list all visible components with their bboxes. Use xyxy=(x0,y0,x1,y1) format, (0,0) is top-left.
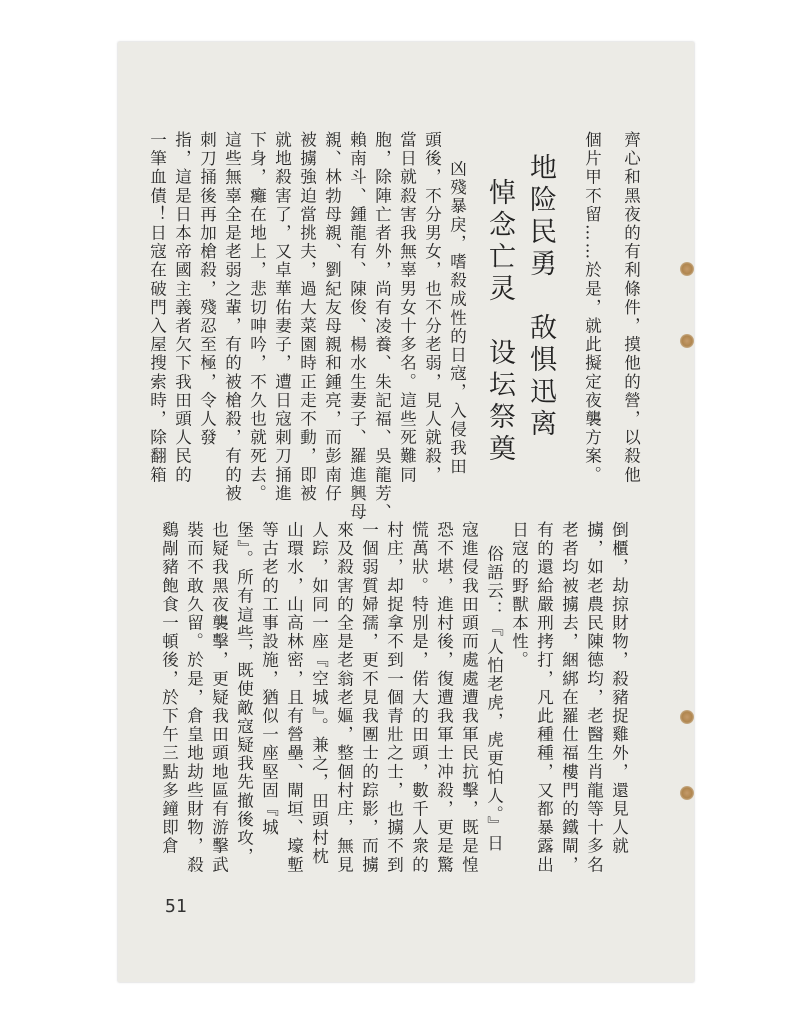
section-title: 悼念亡灵 设坛祭奠 xyxy=(484,178,515,466)
text-column: 俗語云：『人怕老虎，虎更怕人。』日 xyxy=(484,545,504,853)
text-column: 指，這是日本帝國主義者欠下我田頭人民的 xyxy=(172,131,192,485)
text-column: 人踪，如同一座『空城』。兼之，田頭村枕 xyxy=(309,521,329,867)
punch-hole xyxy=(680,786,694,800)
text-column: 堡』。所有這些，既使敵寇疑我先撤後攻， xyxy=(234,521,254,867)
text-column: 倒櫃，劫掠財物，殺豬捉雞外，還見人就 xyxy=(609,521,629,856)
text-column: 來及殺害的全是老翁老嫗，整個村庄，無見 xyxy=(334,521,354,875)
section-title: 地险民勇 敌惧迅离 xyxy=(525,153,556,441)
text-column: 有的還給嚴刑拷打，凡此種種，又都暴露出 xyxy=(534,521,554,875)
text-column: 日寇的野獸本性。 xyxy=(509,521,529,670)
text-column: 親、林勃母親、劉紀友母親和鍾亮，而彭南仔 xyxy=(322,131,342,503)
punch-hole xyxy=(680,334,694,348)
punch-hole xyxy=(680,262,694,276)
text-column: 這些無辜全是老弱之輩，有的被槍殺，有的被 xyxy=(222,131,242,503)
text-column: 齊心和黑夜的有利條件，摸他的營，以殺他 xyxy=(621,131,641,485)
text-column: 一個弱質婦孺，更不見我團士的踪影，而擄 xyxy=(359,521,379,875)
text-column: 慌萬狀。特別是，偌大的田頭，數千人衆的 xyxy=(409,521,429,875)
text-column: 老者均被擄去，綑綁在羅仕福樓門的鐵閘， xyxy=(559,521,579,875)
text-column: 村庄，却捉拿不到一個青壯之士，也擄不到 xyxy=(384,521,404,875)
text-column: 凶殘暴戾，嗜殺成性的日寇，入侵我田 xyxy=(447,160,467,477)
text-column: 裝而不敢久留。於是，倉皇地劫些財物，殺 xyxy=(184,521,204,875)
text-column: 等古老的工事設施，猶似一座堅固『城 xyxy=(259,521,279,838)
punch-hole xyxy=(680,710,694,724)
text-column: 寇進侵我田頭而處處遭我軍民抗擊，既是惶 xyxy=(459,521,479,875)
text-column: 就地殺害了，又卓華佑妻子，遭日寇刺刀捅進 xyxy=(272,131,292,503)
text-column: 頭後，不分男女，也不分老弱，見人就殺， xyxy=(422,131,442,485)
text-column: 恐不堪，進村後，復遭我軍士冲殺，更是驚 xyxy=(434,521,454,875)
text-column: 擄，如老農民陳德均，老醫生肖龍等十多名 xyxy=(584,521,604,875)
text-column: 下身，癱在地上，悲切呻吟，不久也就死去。 xyxy=(247,131,267,503)
text-column: 也疑我黑夜襲擊，更疑我田頭地區有游擊武 xyxy=(209,521,229,875)
text-column: 賴南斗、鍾龍有、陳俊、楊水生妻子、羅進興母 xyxy=(347,131,367,522)
text-column: 刺刀捅後再加槍殺，殘忍至極，令人發 xyxy=(197,131,217,448)
text-column: 鷄剮豬飽食一頓後，於下午三點多鐘即倉 xyxy=(159,521,179,856)
text-column: 個片甲不留……於是，就此擬定夜襲方案。 xyxy=(582,131,602,485)
text-column: 當日就殺害我無辜男女十多名。這些死難同 xyxy=(397,131,417,485)
text-column: 胞，除陣亡者外，尚有凌養、朱記福、吳龍芳、 xyxy=(372,131,392,522)
page-number: 51 xyxy=(165,896,187,917)
text-column: 山環水，山高林密，且有營壘、閘垣、壕塹 xyxy=(284,521,304,875)
text-column: 被擄強迫當挑夫，過大菜園時正走不動，即被 xyxy=(297,131,317,503)
text-column: 一筆血債！日寇在破門入屋搜索時，除翻箱 xyxy=(147,131,167,485)
